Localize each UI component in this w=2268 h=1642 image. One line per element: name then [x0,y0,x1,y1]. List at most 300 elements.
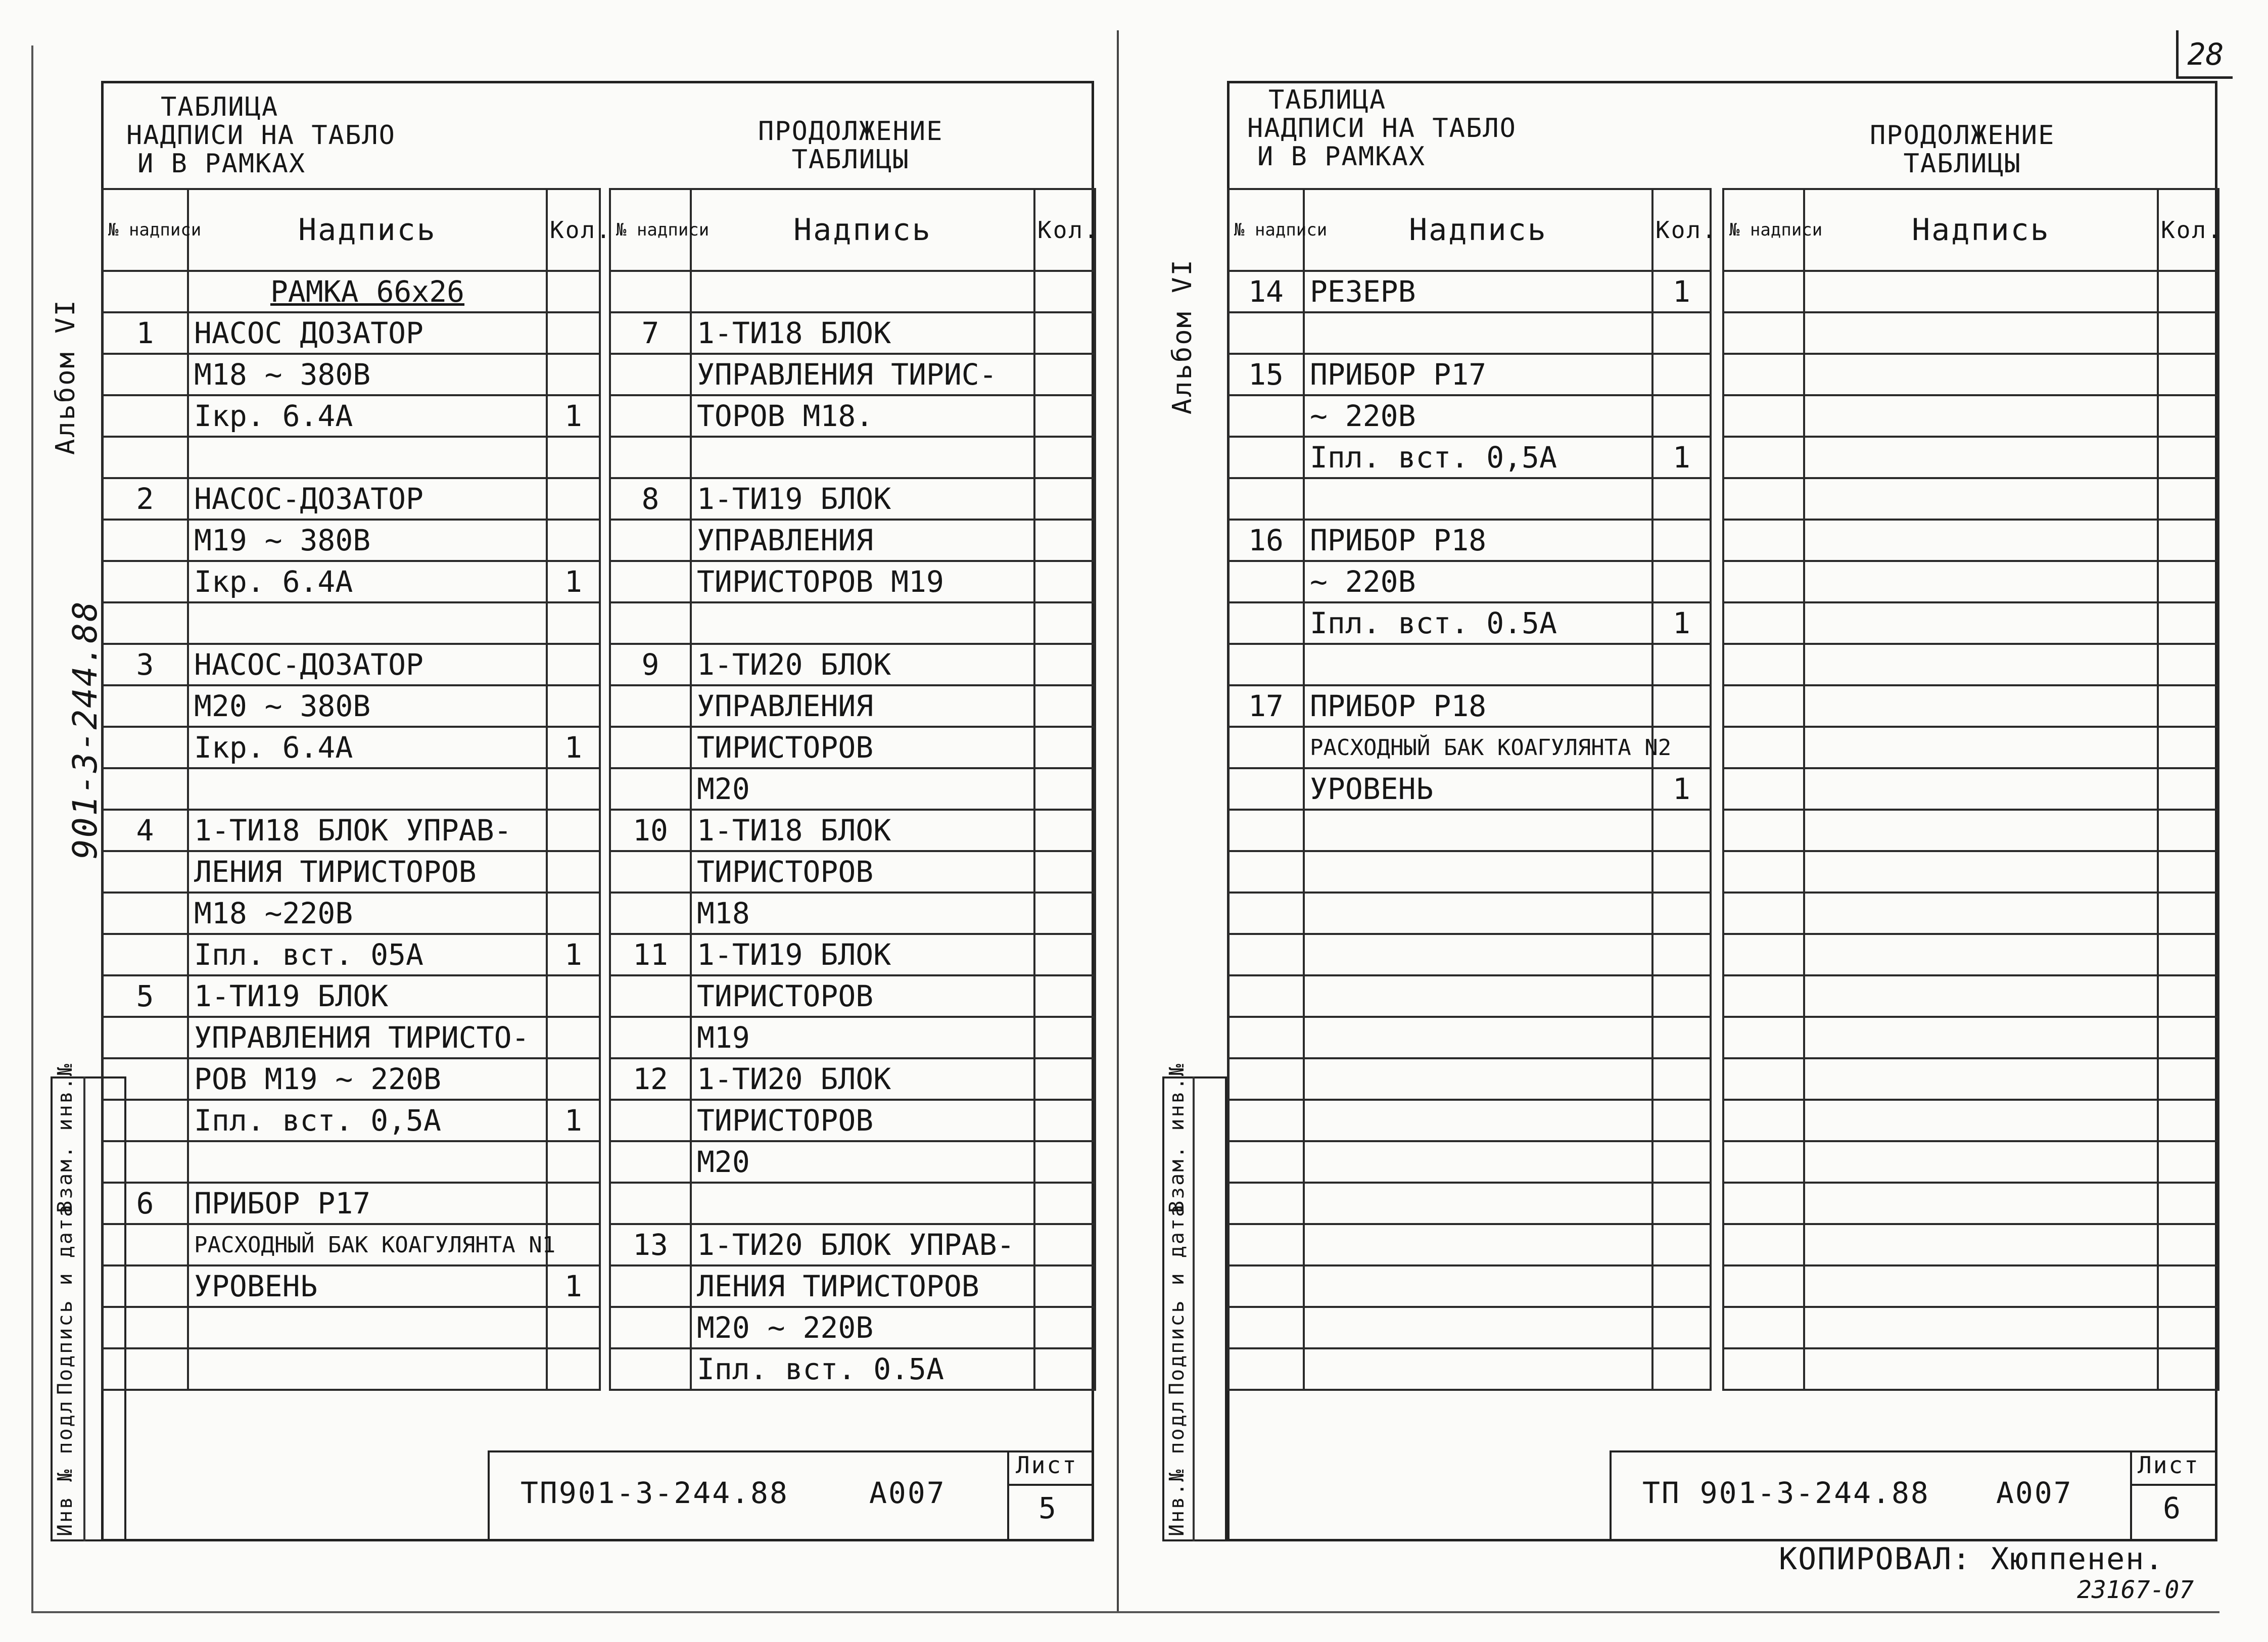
row-text: М20 [691,768,1034,810]
table-row [1228,1141,1711,1183]
row-qty: 1 [1652,271,1711,312]
sheet-5-album-label: Альбом VI [51,299,81,455]
table-row [1228,478,1711,520]
row-number [1228,395,1304,437]
row-number [102,1058,188,1100]
sheet-6-sheet-code: А007 [1996,1476,2073,1510]
table-row [1723,1058,2218,1100]
table-row [1228,1265,1711,1307]
sheet-5-sheet-label: Лист [1016,1451,1078,1479]
row-qty: 1 [1652,602,1711,644]
row-qty [547,975,600,1017]
row-number [1723,602,1804,644]
row-text: Iпл. вст. 0,5А [1304,437,1652,478]
table-row [1723,354,2218,395]
row-number [1723,1100,1804,1141]
table-row [610,1100,1095,1141]
table-row [102,893,600,934]
row-text [1304,1348,1652,1390]
strip-label: Подпись и дата [54,1203,77,1395]
sheet-6-table-left [1227,188,1718,1391]
row-text [1304,1307,1652,1348]
row-number [1228,478,1304,520]
table-row [610,1224,1095,1265]
col-number-header: № надписи [102,189,188,271]
table-row [610,354,1095,395]
row-text [188,602,547,644]
row-text: ТОРОВ М18. [691,395,1034,437]
row-text: 1-ТИ19 БЛОК [188,975,547,1017]
row-number [1723,768,1804,810]
table-row [1723,1017,2218,1058]
table-row [610,437,1095,478]
row-text [1804,520,2158,561]
row-text: Iкр. 6.4А [188,395,547,437]
table-row [1228,1348,1711,1390]
row-text: Iпл. вст. 0.5А [691,1348,1034,1390]
strip-divider [1193,1076,1195,1541]
row-qty [1034,1183,1095,1224]
row-text: Iпл. вст. 05А [188,934,547,975]
table-row [102,395,600,437]
row-number [1228,644,1304,685]
table-row [102,478,600,520]
col-text-header: Надпись [188,189,547,271]
table-row [610,1183,1095,1224]
sheet-5-project-code-vertical: 901-3-244.88 [66,600,105,859]
row-qty [1652,810,1711,851]
row-qty [2158,644,2218,685]
row-qty [547,685,600,727]
row-text [1804,437,2158,478]
page-number-corner: 28 [2176,30,2233,79]
row-number: 16 [1228,520,1304,561]
row-text [1304,975,1652,1017]
row-text [1804,271,2158,312]
row-qty [2158,1183,2218,1224]
row-qty [1034,395,1095,437]
sheet-5-sheet-number: 5 [1038,1491,1058,1525]
row-text [1304,1058,1652,1100]
row-number [1723,437,1804,478]
table-row [1723,271,2218,312]
table-row [102,644,600,685]
row-number [102,1017,188,1058]
row-qty [547,851,600,893]
table-row [1723,602,2218,644]
row-number [610,1141,691,1183]
row-qty [547,1058,600,1100]
row-text: ПРИБОР Р18 [1304,520,1652,561]
table-row [1723,520,2218,561]
row-text: М19 ~ 380В [188,520,547,561]
header-title: ТАБЛИЦА [1268,85,1387,115]
row-number [1228,1265,1304,1307]
row-number: 8 [610,478,691,520]
row-qty [1034,354,1095,395]
row-qty: 1 [547,727,600,768]
row-number: 13 [610,1224,691,1265]
row-number [1723,271,1804,312]
header-title: ТАБЛИЦА [161,92,279,122]
table-row [1228,1017,1711,1058]
row-text [1304,810,1652,851]
row-number [1723,478,1804,520]
row-text: М19 [691,1017,1034,1058]
row-qty [1034,1141,1095,1183]
table-row [1723,1141,2218,1183]
row-number [1228,768,1304,810]
row-number [1228,1017,1304,1058]
row-text [1804,1141,2158,1183]
sheet-6-sheet-box-divider [2130,1484,2217,1486]
table-row [610,395,1095,437]
row-text: М18 ~220В [188,893,547,934]
row-text: ПРИБОР Р18 [1304,685,1652,727]
row-qty [547,478,600,520]
col-qty-header: Кол. [1652,189,1711,271]
row-number: 7 [610,312,691,354]
continuation-subtitle: ТАБЛИЦЫ [791,145,910,175]
row-text [1804,1100,2158,1141]
copied-by-note: КОПИРОВАЛ: Хюппенен. [1779,1541,2164,1577]
row-number [102,354,188,395]
row-number: 14 [1228,271,1304,312]
row-qty [1652,520,1711,561]
table-row [1723,1183,2218,1224]
table-row [102,685,600,727]
table-row [1228,1224,1711,1265]
row-text [1304,478,1652,520]
row-text [1804,1224,2158,1265]
row-text: М18 ~ 380В [188,354,547,395]
row-qty [1652,975,1711,1017]
row-qty [2158,1307,2218,1348]
row-text: РАСХОДНЫЙ БАК КОАГУЛЯНТА N1 [188,1224,547,1265]
row-number: 1 [102,312,188,354]
row-number [102,727,188,768]
row-text: ЛЕНИЯ ТИРИСТОРОВ [188,851,547,893]
table-row [1228,1100,1711,1141]
row-text [1804,1058,2158,1100]
row-text [1304,1100,1652,1141]
row-number [1723,561,1804,602]
row-qty [547,893,600,934]
row-qty [1034,1224,1095,1265]
row-qty [2158,1100,2218,1141]
table-row [1723,1265,2218,1307]
table-row [610,768,1095,810]
sheet-6-sheet-label: Лист [2138,1451,2200,1479]
row-qty [2158,934,2218,975]
row-number [102,602,188,644]
row-number [610,354,691,395]
table-row [1228,312,1711,354]
row-number [1723,851,1804,893]
row-qty [2158,768,2218,810]
table-row [102,851,600,893]
center-fold-line [1117,30,1119,1612]
table-row [102,975,600,1017]
row-text [1804,1017,2158,1058]
row-number [1228,312,1304,354]
table-row [1723,851,2218,893]
row-qty [1034,644,1095,685]
row-qty [1034,1017,1095,1058]
row-qty [1652,1141,1711,1183]
row-qty [1034,1100,1095,1141]
row-text: УРОВЕНЬ [188,1265,547,1307]
strip-label: Инв № подл [54,1399,77,1536]
header-subtitle: И В РАМКАХ [137,149,306,179]
row-qty [1652,644,1711,685]
row-qty [2158,1141,2218,1183]
row-text: НАСОС-ДОЗАТОР [188,478,547,520]
row-text: 1-ТИ18 БЛОК [691,312,1034,354]
row-text [188,1348,547,1390]
row-number [1723,1058,1804,1100]
table-row [1228,271,1711,312]
row-text [1804,768,2158,810]
row-qty [2158,727,2218,768]
row-qty [2158,1058,2218,1100]
row-text: М20 ~ 380В [188,685,547,727]
row-number [610,520,691,561]
row-text [1804,561,2158,602]
row-qty [1652,395,1711,437]
row-text: РОВ М19 ~ 220В [188,1058,547,1100]
row-qty [547,602,600,644]
row-number [610,1348,691,1390]
row-text [1304,1265,1652,1307]
row-number [102,1348,188,1390]
row-qty: 1 [547,1100,600,1141]
row-number [1723,312,1804,354]
row-text: 1-ТИ20 БЛОК [691,644,1034,685]
row-number [610,1265,691,1307]
col-text-header: Надпись [1304,189,1652,271]
sheet-5-header-left [126,93,396,178]
table-row [1228,727,1711,768]
row-qty [1652,851,1711,893]
table-row [610,1348,1095,1390]
row-number [102,561,188,602]
table-row [610,851,1095,893]
table-row [610,893,1095,934]
row-qty [2158,893,2218,934]
header-subtitle: И В РАМКАХ [1257,142,1426,172]
row-number [1228,1141,1304,1183]
row-number [102,1224,188,1265]
row-qty [1652,685,1711,727]
row-number [102,395,188,437]
row-number [610,1100,691,1141]
table-row [610,1141,1095,1183]
sheet-5-sheet-box-divider [1007,1484,1094,1486]
row-qty [547,1307,600,1348]
row-qty [1652,1224,1711,1265]
row-text: ТИРИСТОРОВ [691,727,1034,768]
row-number [102,685,188,727]
row-text: НАСОС ДОЗАТОР [188,312,547,354]
row-number [1723,810,1804,851]
row-qty [2158,810,2218,851]
row-text: УПРАВЛЕНИЯ ТИРИС- [691,354,1034,395]
row-number: 12 [610,1058,691,1100]
row-text: 1-ТИ19 БЛОК [691,934,1034,975]
row-text: 1-ТИ20 БЛОК УПРАВ- [691,1224,1034,1265]
row-number [1723,520,1804,561]
table-row [1228,354,1711,395]
row-qty [2158,1265,2218,1307]
table-row [1723,561,2218,602]
row-number [1228,1100,1304,1141]
row-qty [2158,478,2218,520]
sheet-5-project-code: ТП901-3-244.88 [521,1476,789,1510]
row-number [102,893,188,934]
header-subtitle: НАДПИСИ НА ТАБЛО [1247,113,1517,144]
table-row [1228,644,1711,685]
table-row [1228,685,1711,727]
row-text: ПРИБОР Р17 [188,1183,547,1224]
row-qty [2158,520,2218,561]
row-number [1228,437,1304,478]
table-row [102,768,600,810]
header-subtitle: НАДПИСИ НА ТАБЛО [126,120,396,151]
row-number [1723,1348,1804,1390]
row-number [1228,1058,1304,1100]
row-text: ТИРИСТОРОВ [691,851,1034,893]
table-row [1723,810,2218,851]
table-row [1228,1183,1711,1224]
table-row [102,602,600,644]
table-row [610,1307,1095,1348]
table-row [102,1224,600,1265]
row-text: УПРАВЛЕНИЯ ТИРИСТО- [188,1017,547,1058]
row-qty [1652,1017,1711,1058]
sheet-6-project-code: ТП 901-3-244.88 [1642,1476,1930,1510]
row-qty [1034,561,1095,602]
sheet-6-header-left [1247,86,1517,171]
row-text: УПРАВЛЕНИЯ [691,685,1034,727]
row-text: УПРАВЛЕНИЯ [691,520,1034,561]
row-number [610,437,691,478]
row-qty [1034,1348,1095,1390]
outer-bottom-border [31,1611,2219,1613]
row-qty: 1 [547,1265,600,1307]
table-row [610,975,1095,1017]
row-text [1304,1017,1652,1058]
row-text [188,1141,547,1183]
table-row [610,271,1095,312]
row-qty [1034,271,1095,312]
archive-number: 23167-07 [2077,1576,2194,1604]
row-number [1723,354,1804,395]
row-text: 1-ТИ19 БЛОК [691,478,1034,520]
row-qty [1034,1265,1095,1307]
row-number [1723,1265,1804,1307]
table-row [610,561,1095,602]
row-number [102,1100,188,1141]
row-number [1228,1224,1304,1265]
row-text: РЕЗЕРВ [1304,271,1652,312]
row-qty [1034,975,1095,1017]
row-number [610,1307,691,1348]
sheet-5-sheet-code: А007 [869,1476,946,1510]
table-row [1228,1058,1711,1100]
table-row [102,271,600,312]
table-row [1228,934,1711,975]
table-row [102,437,600,478]
table-row [610,1058,1095,1100]
row-text [1804,975,2158,1017]
table-row [102,1100,600,1141]
row-text: ТИРИСТОРОВ [691,975,1034,1017]
row-qty [547,768,600,810]
row-number [1723,395,1804,437]
table-row [1723,934,2218,975]
row-text: УРОВЕНЬ [1304,768,1652,810]
row-qty [1034,602,1095,644]
row-qty [1652,1265,1711,1307]
row-number [1228,893,1304,934]
strip-label: Инв.№ подл [1165,1399,1189,1536]
row-qty [547,644,600,685]
row-number: 17 [1228,685,1304,727]
row-text [1304,644,1652,685]
table-row [1723,1348,2218,1390]
row-number [102,768,188,810]
row-qty [1034,520,1095,561]
row-text [1304,312,1652,354]
row-qty [1034,851,1095,893]
table-row [102,1265,600,1307]
row-number [1228,1307,1304,1348]
row-qty: 1 [547,561,600,602]
sheet-6-sheet-number: 6 [2163,1491,2182,1525]
row-qty [1034,478,1095,520]
row-text [1804,1307,2158,1348]
row-number [610,271,691,312]
row-qty [2158,1017,2218,1058]
table-row [102,1348,600,1390]
sheet-6-header-right [1870,121,2055,178]
col-qty-header: Кол. [1034,189,1095,271]
row-qty [1652,893,1711,934]
row-number [610,1183,691,1224]
table-row [610,810,1095,851]
row-text: ~ 220В [1304,561,1652,602]
row-number [610,602,691,644]
row-text: 1-ТИ20 БЛОК [691,1058,1034,1100]
row-text [1304,1183,1652,1224]
row-text [1804,1348,2158,1390]
row-qty [2158,1224,2218,1265]
col-number-header: № надписи [610,189,691,271]
table-row [102,1141,600,1183]
row-qty [2158,312,2218,354]
row-number [1723,1224,1804,1265]
row-text [691,602,1034,644]
row-number [102,934,188,975]
row-text: Iкр. 6.4А [188,727,547,768]
row-text [188,437,547,478]
outer-left-border [31,45,33,1612]
row-qty [2158,1348,2218,1390]
sheet-5-header-right [758,117,943,174]
row-text: 1-ТИ18 БЛОК УПРАВ- [188,810,547,851]
row-text: ТИРИСТОРОВ М19 [691,561,1034,602]
